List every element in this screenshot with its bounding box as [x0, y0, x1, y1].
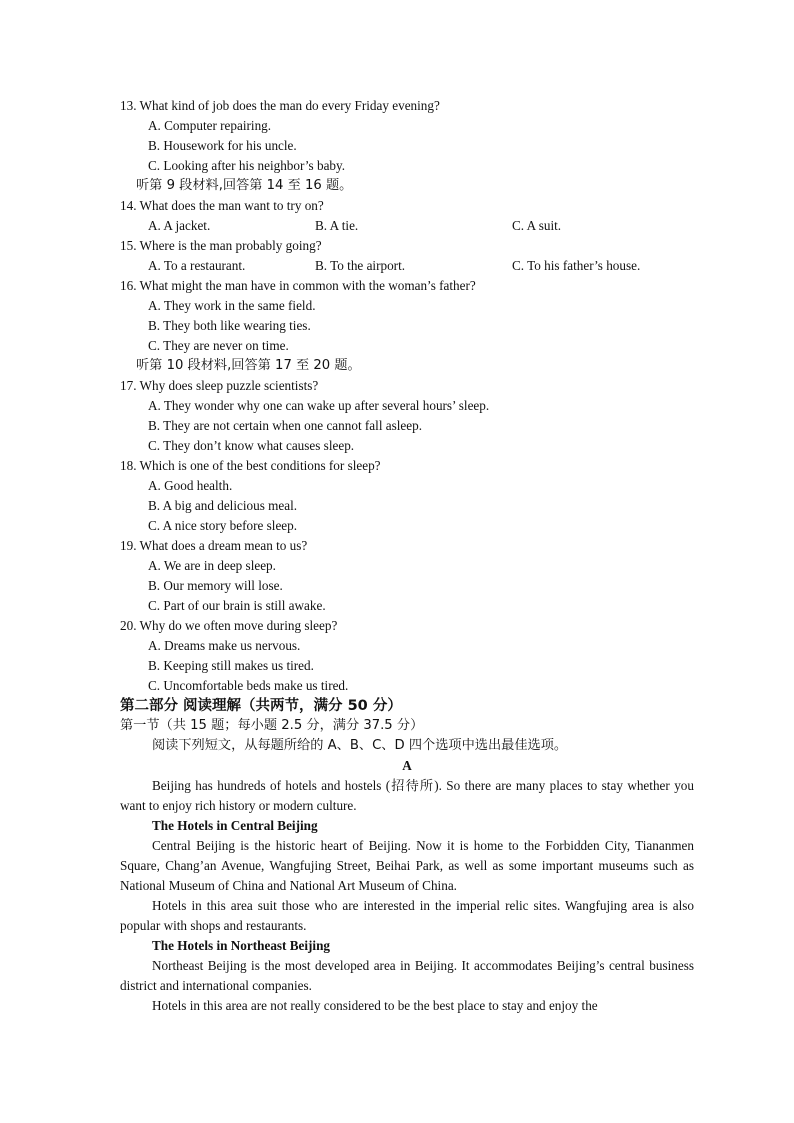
- paragraph-central-2: Hotels in this area suit those who are interested in the imperial relic sites. Wangfujing area is also popular with shops and restaurants.: [120, 898, 694, 933]
- option-16c: C. They are never on time.: [148, 338, 289, 353]
- option-13c: C. Looking after his neighbor’s baby.: [148, 158, 346, 173]
- listening-note-10: 听第 10 段材料,回答第 17 至 20 题。: [136, 358, 361, 373]
- section-title: 第一节（共 15 题；每小题 2.5 分，满分 37.5 分）: [120, 718, 424, 733]
- option-17a: A. They wonder why one can wake up after several hours’ sleep.: [148, 398, 490, 413]
- passage-intro: Beijing has hundreds of hotels and hostels (招待所). So there are many places to stay whether you want to enjoy rich history or modern culture.: [120, 778, 694, 813]
- instruction: 阅读下列短文，从每题所给的 A、B、C、D 四个选项中选出最佳选项。: [152, 738, 568, 753]
- option-14a: A. A jacket.: [148, 218, 211, 233]
- part-title: 第二部分 阅读理解（共两节，满分 50 分）: [120, 698, 402, 714]
- option-18b: B. A big and delicious meal.: [148, 498, 298, 513]
- option-20c: C. Uncomfortable beds make us tired.: [148, 678, 349, 693]
- exam-page: [120, 96, 694, 1016]
- option-15b: B. To the airport.: [315, 258, 406, 273]
- options-14: [120, 216, 694, 236]
- heading-northeast: The Hotels in Northeast Beijing: [152, 938, 331, 953]
- option-16a: A. They work in the same field.: [148, 298, 316, 313]
- paragraph-central-1: Central Beijing is the historic heart of Beijing. Now it is home to the Forbidden City, Tiananmen Square, Chang’an Avenue, Wangfujing Street, Beihai Park, as well as some important museums such as National Museum of China and National Art Museum of China.: [120, 838, 694, 893]
- option-19c: C. Part of our brain is still awake.: [148, 598, 326, 613]
- question-15: 15. Where is the man probably going?: [120, 238, 322, 253]
- option-17b: B. They are not certain when one cannot fall asleep.: [148, 418, 423, 433]
- option-15a: A. To a restaurant.: [148, 258, 246, 273]
- option-20a: A. Dreams make us nervous.: [148, 638, 301, 653]
- option-14c: C. A suit.: [512, 218, 562, 233]
- option-19b: B. Our memory will lose.: [148, 578, 283, 593]
- question-20: 20. Why do we often move during sleep?: [120, 618, 338, 633]
- listening-note-9: 听第 9 段材料,回答第 14 至 16 题。: [136, 178, 353, 193]
- question-14: 14. What does the man want to try on?: [120, 198, 324, 213]
- question-17: 17. Why does sleep puzzle scientists?: [120, 378, 319, 393]
- option-20b: B. Keeping still makes us tired.: [148, 658, 314, 673]
- option-16b: B. They both like wearing ties.: [148, 318, 311, 333]
- option-14b: B. A tie.: [315, 218, 359, 233]
- paragraph-northeast-1: Northeast Beijing is the most developed area in Beijing. It accommodates Beijing’s central business district and international companies.: [120, 958, 694, 993]
- option-19a: A. We are in deep sleep.: [148, 558, 276, 573]
- option-15c: C. To his father’s house.: [512, 258, 641, 273]
- option-13b: B. Housework for his uncle.: [148, 138, 297, 153]
- question-18: 18. Which is one of the best conditions for sleep?: [120, 458, 381, 473]
- question-19: 19. What does a dream mean to us?: [120, 538, 308, 553]
- passage-letter: A: [402, 758, 412, 773]
- paragraph-northeast-2: Hotels in this area are not really considered to be the best place to stay and enjoy the: [152, 998, 598, 1013]
- option-18a: A. Good health.: [148, 478, 233, 493]
- options-15: [120, 256, 694, 276]
- option-13a: A. Computer repairing.: [148, 118, 272, 133]
- question-16: 16. What might the man have in common with the woman’s father?: [120, 278, 476, 293]
- option-17c: C. They don’t know what causes sleep.: [148, 438, 355, 453]
- question-13: 13. What kind of job does the man do every Friday evening?: [120, 98, 440, 113]
- option-18c: C. A nice story before sleep.: [148, 518, 298, 533]
- heading-central: The Hotels in Central Beijing: [152, 818, 318, 833]
